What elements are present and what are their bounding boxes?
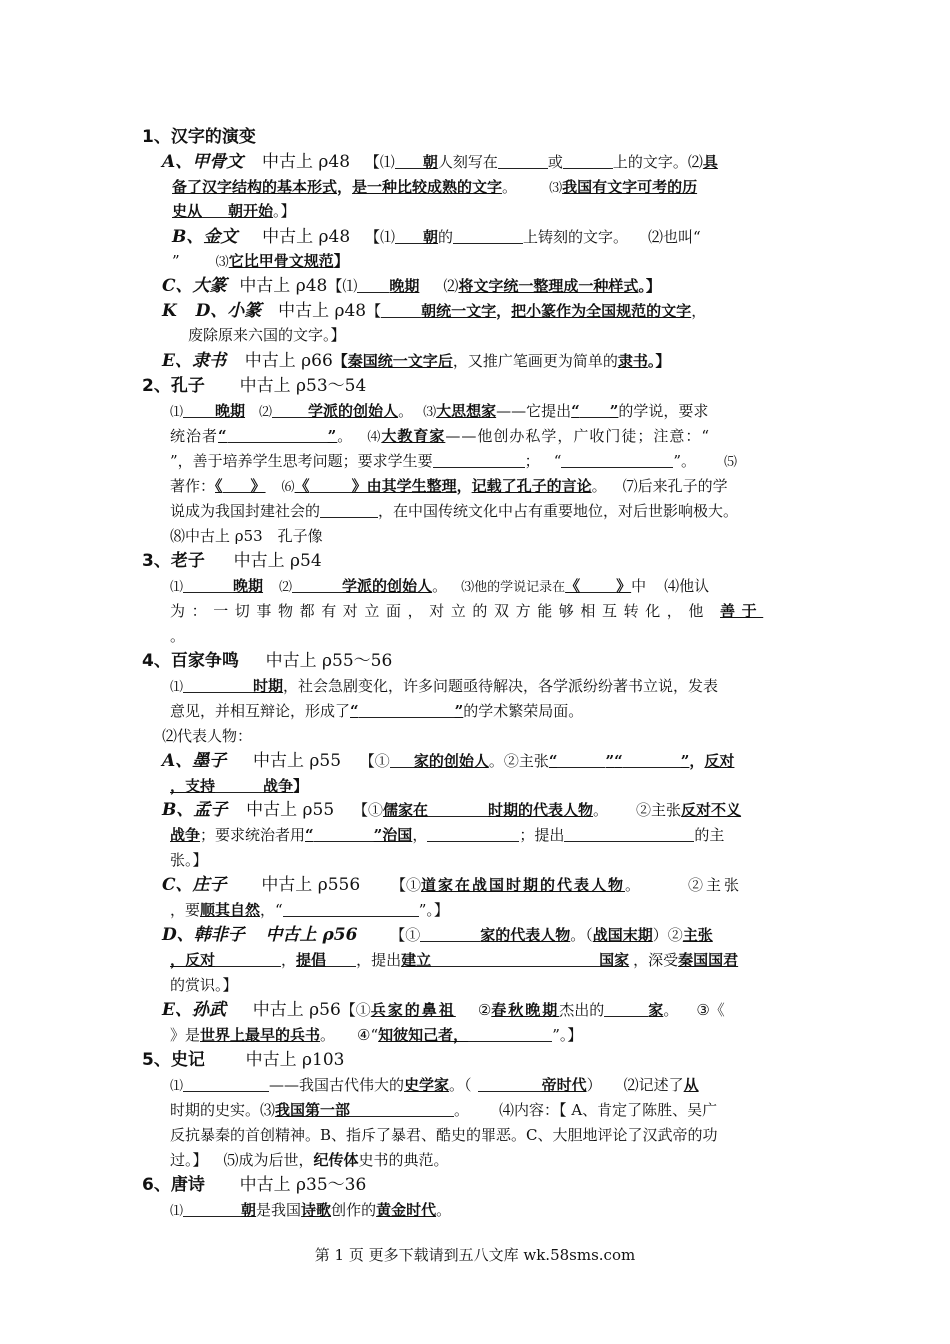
sunwu-line1: E、孙武 中古上 ρ56【①兵家的鼻祖 ②春秋晚期杰出的 家。 ③《 bbox=[162, 1000, 725, 1020]
shiji-line2: 时期的史实。⑶我国第一部 。 ⑷内容：【 A、肯定了陈胜、吴广 bbox=[170, 1101, 718, 1119]
section-title-2: 2、孔子 中古上 ρ53～54 bbox=[142, 376, 367, 396]
confucius-line4: 著作：《 》 ⑹《 》由其学生整理，记载了孔子的言论。 ⑺后来孔子的学 bbox=[170, 477, 728, 495]
hanfeizi-line3: 的赏识。】 bbox=[170, 976, 238, 994]
laozi-line3: 。 bbox=[170, 627, 186, 645]
baijia-line1: ⑴ 时期，社会急剧变化，许多问题亟待解决，各学派纷纷著书立说，发表 bbox=[170, 677, 719, 695]
shiji-line1: ⑴ ——我国古代伟大的史学家。（ 帝时代） ⑵记述了从 bbox=[170, 1076, 699, 1094]
item-jiaguwen-line1: A、甲骨文 中古上 ρ48 【⑴ 朝人刻写在 或 上的文字。⑵具 bbox=[162, 152, 718, 172]
section-title-6: 6、唐诗 中古上 ρ35～36 bbox=[142, 1175, 367, 1195]
shiji-line4: 过。】 ⑸成为后世，纪传体史书的典范。 bbox=[170, 1151, 449, 1169]
laozi-line2: 为：一切事物都有对立面，对立的双方能够相互转化，他 善于 bbox=[170, 602, 764, 620]
confucius-line6: ⑻中古上 ρ53 孔子像 bbox=[170, 527, 323, 545]
section-title-4: 4、百家争鸣 中古上 ρ55～56 bbox=[142, 651, 393, 671]
confucius-line3: ”，善于培养学生思考问题；要求学生要 ； “ ”。 ⑸ bbox=[170, 452, 738, 470]
confucius-line1: ⑴ 晚期 ⑵ 学派的创始人。 ⑶大思想家——它提出“ ”的学说，要求 bbox=[170, 402, 709, 420]
shiji-line3: 反抗暴秦的首创精神。B、指斥了暴君、酷史的罪恶。C、大胆地评论了汉武帝的功 bbox=[170, 1126, 718, 1144]
item-dazhuan: C、大篆 中古上 ρ48【⑴ 晚期 ⑵将文字统一整理成一种样式。】 bbox=[162, 276, 661, 296]
baijia-line2: 意见，并相互辩论，形成了“ ”的学术繁荣局面。 bbox=[170, 702, 584, 720]
mozi-line2: ，支持 战争】 bbox=[170, 777, 309, 795]
laozi-line1: ⑴ 晚期 ⑵ 学派的创始人。 ⑶他的学说记录在《 》中 ⑷他认 bbox=[170, 577, 710, 595]
page-footer: 第 1 页 更多下载请到五八文库 wk.58sms.com bbox=[314, 1246, 636, 1264]
item-jiaguwen-line3: 史从 朝开始。】 bbox=[172, 202, 296, 220]
zhuangzi-line1: C、庄子 中古上 ρ556 【①道家在战国时期的代表人物。 ②主张 bbox=[162, 875, 743, 895]
hanfeizi-line1: D、韩非子 中古上 ρ56 【① 家的代表人物。（战国末期）②主张 bbox=[162, 925, 713, 945]
mengzi-line3: 张。】 bbox=[170, 851, 208, 869]
confucius-line2: 统治者“ ”。 ⑷大教育家——他创办私学，广收门徒；注意：“ bbox=[170, 427, 711, 445]
mozi-line1: A、墨子 中古上 ρ55 【① 家的创始人。②主张“ ”“ ”，反对 bbox=[162, 751, 735, 771]
item-xiaozhuan-line2: 废除原来六国的文字。】 bbox=[188, 326, 346, 344]
section-title-5: 5、史记 中古上 ρ103 bbox=[142, 1050, 345, 1070]
item-jinwen-line2: ” ⑶它比甲骨文规范】 bbox=[172, 252, 349, 270]
mengzi-line1: B、孟子 中古上 ρ55 【①儒家在 时期的代表人物。 ②主张反对不义 bbox=[162, 800, 742, 820]
item-xiaozhuan-line1: K D、小篆 中古上 ρ48【 朝统一文字，把小篆作为全国规范的文字， bbox=[162, 301, 707, 321]
section-title-1: 1、汉字的演变 bbox=[142, 127, 256, 147]
section-title-3: 3、老子 中古上 ρ54 bbox=[142, 551, 322, 571]
zhuangzi-line2: ，要顺其自然，“ ”。】 bbox=[170, 901, 449, 919]
confucius-line5: 说成为我国封建社会的 ，在中国传统文化中占有重要地位，对后世影响极大。 bbox=[170, 502, 739, 520]
tangshi-line1: ⑴ 朝是我国诗歌创作的黄金时代。 bbox=[170, 1201, 452, 1219]
item-jiaguwen-line2: 备了汉字结构的基本形式，是一种比较成熟的文字。 ⑶我国有文字可考的历 bbox=[172, 178, 698, 196]
item-jinwen-line1: B、金文 中古上 ρ48 【⑴ 朝的 上铸刻的文字。 ⑵也叫“ bbox=[172, 227, 701, 247]
sunwu-line2: 》是世界上最早的兵书。 ④“知彼知己者， ”。】 bbox=[170, 1026, 583, 1044]
hanfeizi-line2: ，反对 ，提倡 ，提出建立 国家 ，深受秦国国君 bbox=[170, 951, 739, 969]
item-lishu: E、隶书 中古上 ρ66【秦国统一文字后，又推广笔画更为简单的隶书。】 bbox=[162, 351, 671, 371]
mengzi-line2: 战争；要求统治者用“ ”治国， ；提出 的主 bbox=[170, 826, 725, 844]
baijia-line3: ⑵代表人物： bbox=[162, 727, 253, 745]
